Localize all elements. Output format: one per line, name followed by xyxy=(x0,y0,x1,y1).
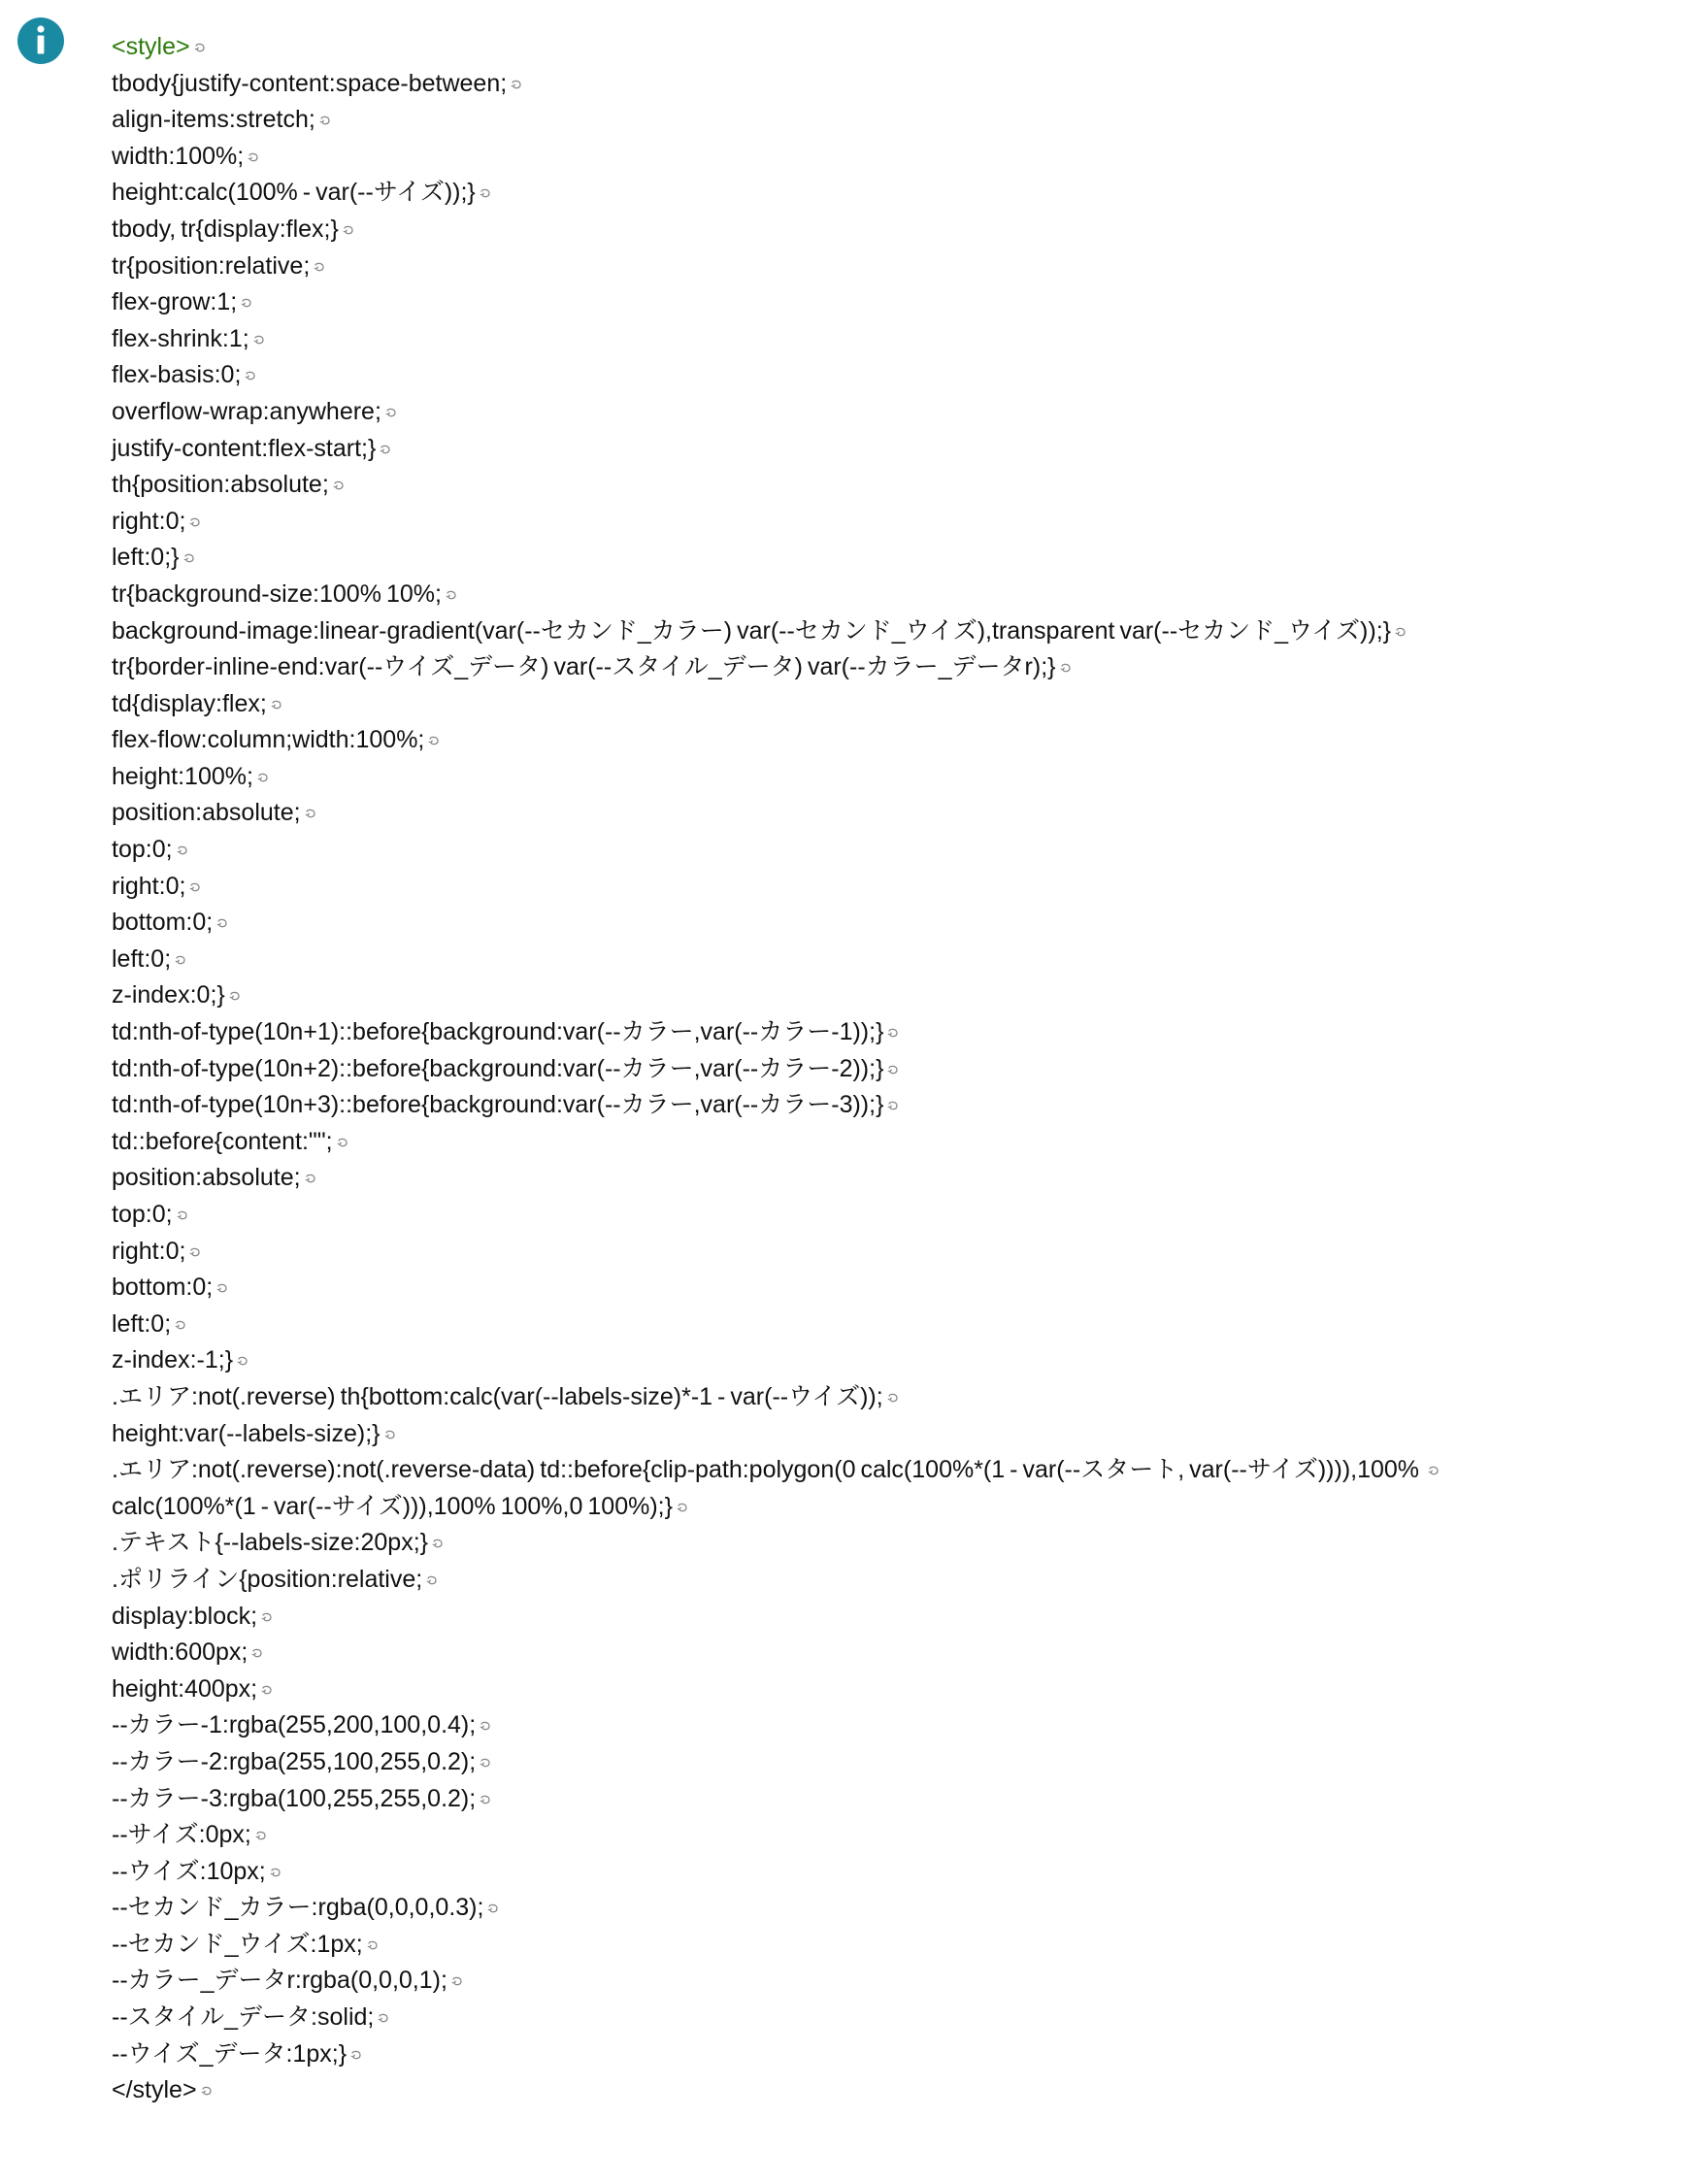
code-line xyxy=(112,1124,1670,1161)
code-line xyxy=(112,1270,1670,1307)
code-line-text: --セカンド_カラー:rgba(0,0,0,0.3); xyxy=(112,1894,484,1922)
code-line xyxy=(112,977,1670,1014)
code-line-text: right:0; xyxy=(112,1237,186,1265)
code-line-text: --サイズ:0px; xyxy=(112,1821,251,1849)
line-break-icon xyxy=(247,151,260,165)
code-line-text: height:calc(100% - var(--サイズ));} xyxy=(112,179,476,207)
line-break-icon xyxy=(260,1684,274,1698)
code-line xyxy=(112,66,1670,103)
line-break-icon xyxy=(1059,662,1073,676)
code-line xyxy=(112,212,1670,248)
code-line-text: tbody, tr{display:flex;} xyxy=(112,215,339,243)
code-line-text: th{position:absolute; xyxy=(112,471,329,499)
code-line xyxy=(112,1707,1670,1744)
code-line-text: overflow-wrap:anywhere; xyxy=(112,397,381,425)
line-break-icon xyxy=(200,2085,214,2099)
line-break-icon xyxy=(244,370,257,383)
line-break-icon xyxy=(479,1757,492,1770)
code-line xyxy=(112,1744,1670,1781)
code-line xyxy=(112,321,1670,358)
line-break-icon xyxy=(256,772,270,785)
line-break-icon xyxy=(318,115,332,128)
line-break-icon xyxy=(342,224,355,238)
line-break-icon xyxy=(250,1647,264,1661)
line-break-icon xyxy=(886,1100,900,1113)
code-line-text: left:0; xyxy=(112,1309,172,1338)
code-line xyxy=(112,1817,1670,1854)
code-line-text: flex-shrink:1; xyxy=(112,324,249,352)
line-break-icon xyxy=(304,808,317,821)
line-break-icon xyxy=(336,1137,349,1150)
line-break-icon xyxy=(886,1027,900,1041)
code-line xyxy=(112,1452,1670,1489)
line-break-icon xyxy=(174,954,187,968)
code-line-text: .エリア:not(.reverse) th{bottom:calc(var(--labels-size)*-1 - var(--ウイズ)); xyxy=(112,1382,883,1410)
code-line-text: justify-content:flex-start;} xyxy=(112,434,377,462)
code-line-text: background-image:linear-gradient(var(--セカンド_カラー) var(--セカンド_ウイズ),transparent var(--セカンド_ウイズ));} xyxy=(112,616,1391,645)
code-line xyxy=(112,175,1670,212)
code-line xyxy=(112,1890,1670,1927)
code-line-text: --スタイル_データ:solid; xyxy=(112,2003,375,2032)
code-line-text: tbody{justify-content:space-between; xyxy=(112,69,508,97)
code-line xyxy=(112,1599,1670,1636)
line-break-icon xyxy=(269,1867,282,1880)
line-break-icon xyxy=(332,480,346,493)
line-break-icon xyxy=(193,42,207,55)
code-line-text: top:0; xyxy=(112,1201,173,1228)
line-break-icon xyxy=(270,699,283,712)
code-line-text: --カラー-1:rgba(255,200,100,0.4); xyxy=(112,1711,477,1739)
line-break-icon xyxy=(379,444,392,457)
line-break-icon xyxy=(349,2049,363,2063)
code-line xyxy=(112,1307,1670,1343)
code-line-text: bottom:0; xyxy=(112,1274,214,1302)
code-line-text: height:100%; xyxy=(112,762,253,790)
line-break-icon xyxy=(1394,626,1408,640)
line-break-icon xyxy=(425,1574,439,1588)
code-line xyxy=(112,540,1670,577)
line-break-icon xyxy=(445,589,458,603)
line-break-icon xyxy=(188,1246,202,1260)
code-line-text: tr{position:relative; xyxy=(112,251,311,280)
line-break-icon xyxy=(304,1173,317,1186)
line-break-icon xyxy=(228,990,242,1004)
code-line xyxy=(112,795,1670,832)
code-line xyxy=(112,832,1670,869)
line-break-icon xyxy=(384,407,398,420)
code-line xyxy=(112,1963,1670,2000)
code-line-text: z-index:-1;} xyxy=(112,1346,234,1374)
code-line xyxy=(112,431,1670,468)
line-break-icon xyxy=(450,1975,464,1989)
code-line-text: --カラー_データr:rgba(0,0,0,1); xyxy=(112,1967,447,1995)
code-line-text: position:absolute; xyxy=(112,799,301,827)
code-line-text: width:100%; xyxy=(112,142,245,170)
code-line-text: td:nth-of-type(10n+1)::before{background:var(--カラー,var(--カラー-1));} xyxy=(112,1018,884,1046)
code-line-text: <style> xyxy=(112,33,190,60)
code-line-text: flex-basis:0; xyxy=(112,361,242,389)
code-line-text: left:0; xyxy=(112,944,172,973)
line-break-icon xyxy=(479,187,492,201)
code-line xyxy=(112,102,1670,139)
code-line xyxy=(112,1781,1670,1818)
code-line xyxy=(112,284,1670,321)
code-line xyxy=(112,1635,1670,1671)
code-line-text: --カラー-3:rgba(100,255,255,0.2); xyxy=(112,1784,477,1812)
code-line-text: right:0; xyxy=(112,507,186,535)
code-line-text: td:nth-of-type(10n+3)::before{background:var(--カラー,var(--カラー-3));} xyxy=(112,1091,884,1119)
code-line xyxy=(112,1671,1670,1708)
line-break-icon xyxy=(252,334,266,347)
code-line-text: flex-grow:1; xyxy=(112,288,238,316)
line-break-icon xyxy=(510,79,523,92)
line-break-icon xyxy=(366,1939,380,1953)
code-line xyxy=(112,2072,1670,2109)
line-break-icon xyxy=(486,1903,500,1916)
code-line-text: .エリア:not(.reverse):not(.reverse-data) td::before{clip-path:polygon(0 calc(100%*(1 - var(--スタート, var(--サイズ)))),100% xyxy=(112,1456,1425,1484)
line-break-icon xyxy=(176,1209,189,1223)
line-break-icon xyxy=(676,1502,689,1515)
code-line-text: --ウイズ_データ:1px;} xyxy=(112,2039,348,2068)
code-line-text: width:600px; xyxy=(112,1638,248,1667)
code-line-text: display:block; xyxy=(112,1602,258,1630)
code-line xyxy=(112,467,1670,504)
code-line xyxy=(112,577,1670,613)
code-line xyxy=(112,905,1670,942)
code-line xyxy=(112,2036,1670,2073)
code-line xyxy=(112,869,1670,906)
line-break-icon xyxy=(182,552,196,566)
code-line-text: right:0; xyxy=(112,872,186,900)
code-line-text: tr{border-inline-end:var(--ウイズ_データ) var(--スタイル_データ) var(--カラー_データr);} xyxy=(112,653,1056,681)
line-break-icon xyxy=(383,1429,397,1442)
code-line xyxy=(112,1342,1670,1379)
code-line xyxy=(112,504,1670,541)
code-line-text: --ウイズ:10px; xyxy=(112,1857,266,1885)
code-line-text: height:var(--labels-size);} xyxy=(112,1419,381,1447)
code-line xyxy=(112,649,1670,686)
code-line xyxy=(112,1489,1670,1526)
code-line xyxy=(112,1525,1670,1562)
code-line-text: --カラー-2:rgba(255,100,255,0.2); xyxy=(112,1747,477,1775)
code-line-text: .ポリライン{position:relative; xyxy=(112,1565,423,1593)
code-line xyxy=(112,1234,1670,1271)
code-line xyxy=(112,1927,1670,1964)
code-line-text: flex-flow:column;width:100%; xyxy=(112,726,425,754)
info-icon xyxy=(17,17,65,65)
code-line-text: </style> xyxy=(112,2076,197,2104)
code-line xyxy=(112,613,1670,650)
code-line xyxy=(112,1854,1670,1891)
code-line-text: --セカンド_ウイズ:1px; xyxy=(112,1930,363,1958)
line-break-icon xyxy=(188,881,202,895)
code-listing xyxy=(112,29,1670,2109)
code-line xyxy=(112,1087,1670,1124)
code-line xyxy=(112,1014,1670,1051)
line-break-icon xyxy=(479,1720,492,1734)
code-line-text: z-index:0;} xyxy=(112,981,225,1009)
code-line xyxy=(112,357,1670,394)
line-break-icon xyxy=(313,261,326,275)
line-break-icon xyxy=(479,1794,492,1807)
code-line xyxy=(112,1160,1670,1197)
line-break-icon xyxy=(188,516,202,530)
code-line-text: td{display:flex; xyxy=(112,689,267,717)
code-line-text: top:0; xyxy=(112,836,173,864)
line-break-icon xyxy=(215,917,229,931)
code-line xyxy=(112,1379,1670,1416)
code-line-text: calc(100%*(1 - var(--サイズ))),100% 100%,0 100%);} xyxy=(112,1492,673,1520)
code-line xyxy=(112,686,1670,723)
code-line-text: align-items:stretch; xyxy=(112,106,315,134)
code-line xyxy=(112,722,1670,759)
code-line xyxy=(112,29,1670,66)
line-break-icon xyxy=(1427,1465,1441,1478)
code-line-text: position:absolute; xyxy=(112,1164,301,1192)
line-break-icon xyxy=(240,297,253,311)
line-break-icon xyxy=(215,1282,229,1296)
code-line-text: left:0;} xyxy=(112,544,180,572)
code-line xyxy=(112,394,1670,431)
line-break-icon xyxy=(886,1064,900,1077)
code-line xyxy=(112,942,1670,978)
line-break-icon xyxy=(427,735,441,748)
line-break-icon xyxy=(236,1355,249,1369)
code-line-text: tr{background-size:100% 10%; xyxy=(112,579,442,608)
code-line-text: .テキスト{--labels-size:20px;} xyxy=(112,1529,429,1557)
code-line xyxy=(112,1197,1670,1234)
code-line xyxy=(112,2000,1670,2036)
line-break-icon xyxy=(260,1611,274,1625)
code-line-text: td:nth-of-type(10n+2)::before{background:var(--カラー,var(--カラー-2));} xyxy=(112,1054,884,1082)
code-line xyxy=(112,1416,1670,1453)
code-line-text: height:400px; xyxy=(112,1674,258,1703)
line-break-icon xyxy=(886,1392,900,1406)
line-break-icon xyxy=(176,844,189,858)
line-break-icon xyxy=(174,1319,187,1333)
code-line xyxy=(112,759,1670,796)
code-line xyxy=(112,1051,1670,1088)
code-line xyxy=(112,248,1670,285)
code-line-text: td::before{content:""; xyxy=(112,1127,333,1155)
code-line xyxy=(112,139,1670,176)
line-break-icon xyxy=(431,1538,445,1551)
code-line-text: bottom:0; xyxy=(112,909,214,937)
line-break-icon xyxy=(254,1830,268,1843)
line-break-icon xyxy=(377,2012,390,2026)
code-line xyxy=(112,1562,1670,1599)
